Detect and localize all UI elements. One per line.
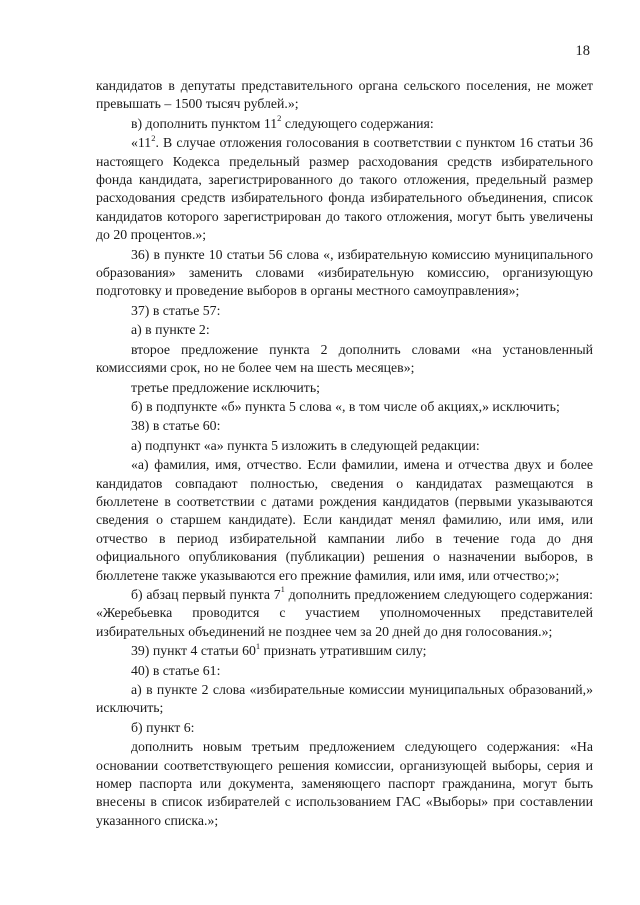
paragraph-text: б) в подпункте «б» пункта 5 слова «, в том числе об акциях,» исключить; <box>131 398 560 414</box>
paragraph-text: третье предложение исключить; <box>131 379 320 395</box>
paragraph-text-continued: . В случае отложения голосования в соответствии с пунктом 16 статьи 36 настоящего Кодекса предельный размер расходования средств избирательного фонда кандидата, зарегистрированного до такого отложения, предельный размер расходования средств избирательного фонда избирательного объединения, список кандидатов которого зарегистрирован до такого отложения, могут быть увеличены до 20 процентов.»; <box>96 135 593 243</box>
paragraph <box>96 115 593 133</box>
paragraph <box>96 681 593 718</box>
paragraph-text: б) пункт 6: <box>131 719 195 735</box>
paragraph <box>96 246 593 301</box>
paragraph-text: 39) пункт 4 статьи 60 <box>131 643 256 659</box>
paragraph-text: дополнить новым третьим предложением следующего содержания: «На основании соответствующего решения комиссии, организующей выборы, серия и номер паспорта или документа, заменяющего паспорт гражданина, могут быть внесены в список избирателей с использованием ГАС «Выборы» при составлении указанного списка.»; <box>96 739 593 828</box>
paragraph-text: а) в пункте 2 слова «избирательные комиссии муниципальных образований,» исключить; <box>96 682 593 716</box>
paragraph-text: 36) в пункте 10 статьи 56 слова «, избирательную комиссию муниципального образования» заменить словами «избирательную комиссию, организующую подготовку и проведение выборов в органы местного самоуправления»; <box>96 246 593 299</box>
paragraph-text: 37) в статье 57: <box>131 302 221 318</box>
document-body <box>96 77 593 831</box>
paragraph <box>96 437 593 455</box>
paragraph <box>96 379 593 397</box>
paragraph-text: а) в пункте 2: <box>131 322 210 338</box>
paragraph-text: б) абзац первый пункта 7 <box>131 586 281 602</box>
paragraph-text-continued: дополнить предложением следующего содержания: «Жеребьевка проводится с участием уполномоченных представителей избирательных объединений не позднее чем за 20 дней до дня голосования.»; <box>96 586 593 639</box>
paragraph-text-continued: признать утратившим силу; <box>260 643 427 659</box>
paragraph <box>96 642 593 660</box>
paragraph-text: «а) фамилия, имя, отчество. Если фамилии, имена и отчества двух и более кандидатов совпадают полностью, сведения о кандидатах размещаются в бюллетене в соответствии с датами рождения кандидатов (первыми указываются сведения о старшем кандидате). Если кандидат менял фамилию, или имя, или отчество в период избирательной кампании либо в течение года до дня официального опубликования (публикации) решения о назначении выборов, в бюллетене также указываются его прежние фамилия, или имя, или отчество;»; <box>96 457 593 583</box>
paragraph <box>96 662 593 680</box>
page-number: 18 <box>575 43 590 59</box>
paragraph-text: кандидатов в депутаты представительного органа сельского поселения, не может превышать – 1500 тысяч рублей.»; <box>96 78 593 112</box>
paragraph <box>96 134 593 244</box>
paragraph-text: 38) в статье 60: <box>131 418 221 434</box>
superscript: 1 <box>280 584 285 595</box>
superscript: 2 <box>151 132 156 143</box>
paragraph-text-continued: следующего содержания: <box>281 115 434 131</box>
paragraph <box>96 456 593 585</box>
paragraph <box>96 77 593 114</box>
paragraph <box>96 719 593 737</box>
paragraph-text: 40) в статье 61: <box>131 662 221 678</box>
paragraph-text: второе предложение пункта 2 дополнить словами «на установленный комиссиями срок, но не более чем на шесть месяцев»; <box>96 341 593 376</box>
paragraph <box>96 738 593 830</box>
paragraph <box>96 321 593 339</box>
paragraph <box>96 398 593 416</box>
paragraph <box>96 341 593 378</box>
paragraph-text: «11 <box>131 135 152 151</box>
paragraph <box>96 586 593 641</box>
paragraph <box>96 417 593 435</box>
paragraph-text: в) дополнить пунктом 11 <box>131 115 278 131</box>
superscript: 1 <box>255 640 261 651</box>
superscript: 2 <box>277 113 282 124</box>
paragraph <box>96 302 593 320</box>
paragraph-text: а) подпункт «а» пункта 5 изложить в следующей редакции: <box>131 437 480 453</box>
